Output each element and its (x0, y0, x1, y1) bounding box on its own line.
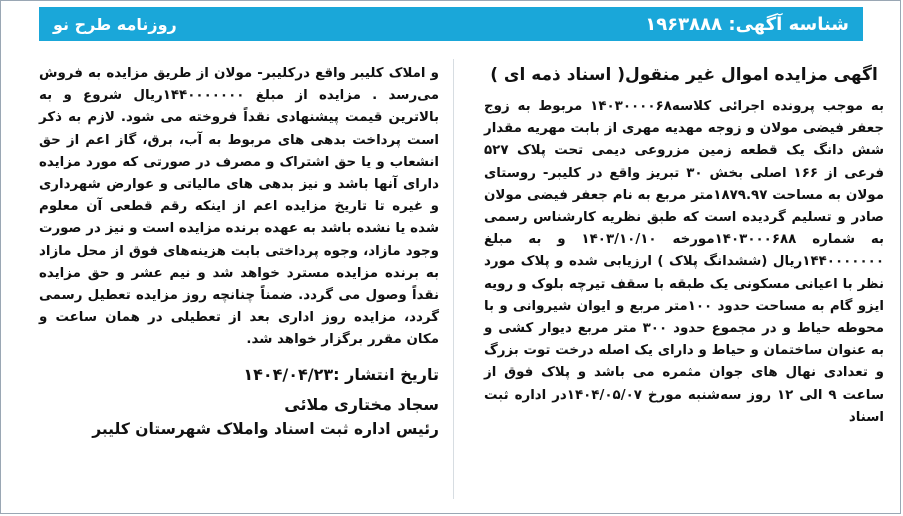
newspaper-name: روزنامه طرح نو (53, 14, 177, 34)
signer-title: رئیس اداره ثبت اسناد واملاک شهرستان کلیبر (92, 420, 439, 439)
left-column (39, 63, 439, 440)
notice-title: اگهی مزایده اموال غیر منقول( اسناد ذمه ای ) (490, 65, 878, 85)
ad-id-label: شناسه آگهی: ۱۹۶۳۸۸۸ (645, 13, 849, 35)
notice-header (39, 7, 863, 41)
right-column-body: به موجب پرونده اجرائی کلاسه۱۴۰۳۰۰۰۰۶۸ مربوط به زوج جعفر فیضی مولان و زوجه مهدیه مهری از بابت مهریه مقدار شش دانگ یک قطعه زمین مزروعی دیمی تحت پلاک ۵۲۷ فرعی از ۱۶۶ اصلی بخش ۳۰ تبریز واقع در کلیبر- روستای مولان به مساحت ۱۸۷۹.۹۷متر مربع به نام جعفر فیضی مولان صادر و تسلیم گردیده است که طبق نظریه کارشناس رسمی به شماره ۱۴۰۳۰۰۰۶۸۸مورخه ۱۴۰۳/۱۰/۱۰ و به مبلغ ۱۴۴۰۰۰۰۰۰۰ریال (ششدانگ پلاک ) ارزیابی شده و پلاک مورد نظر با اعیانی مسکونی یک طبقه با سقف تیرچه بلوک و رویه ایزو گام به مساحت حدود ۱۰۰متر مربع و ایوان شیروانی و با محوطه حیاط و در مجموع حدود ۳۰۰ متر مربع دیوار کشی و به عنوان ساختمان و حیاط و دارای یک اصله درخت توت بزرگ و تعدادی نهال های جوان مثمره می باشد و پلاک فوق از ساعت ۹ الی ۱۲ روز سه‌شنبه مورخ ۱۴۰۴/۰۵/۰۷در اداره ثبت اسناد (484, 99, 885, 425)
left-column-body: و املاک کلیبر واقع درکلیبر- مولان از طریق مزایده به فروش می‌رسد . مزایده از مبلغ ۱۴۴۰۰۰۰۰۰۰ریال شروع و به بالاترین قیمت پیشنهادی نقداً فروخته می شود. لازم به ذکر است پرداخت بدهی های مربوط به آب، برق، گاز اعم از حق انشعاب و یا حق اشتراک و مصرف در صورتی که مورد مزایده دارای آنها باشد و نیز بدهی های مالیاتی و عوارض شهرداری و غیره تا تاریخ مزایده اعم از اینکه رقم قطعی آن معلوم شده یا نشده باشد به عهده برنده مزایده است و نیز در صورت وجود مازاد، وجوه پرداختی بابت هزینه‌های فوق از محل مازاد به برنده مزایده مسترد خواهد شد و نیم عشر و حق مزایده نقداً وصول می گردد. ضمناً چنانچه روز مزایده تعطیل رسمی گردد، مزایده روز اداری بعد از تعطیلی در همان ساعت و مکان مقرر برگزار خواهد شد. (39, 66, 439, 348)
signer-name: سجاد مختاری ملائی (284, 394, 439, 414)
publish-date: تاریخ انتشار :۱۴۰۴/۰۴/۲۳ (243, 364, 439, 384)
right-column (484, 63, 884, 429)
column-divider (453, 59, 454, 499)
